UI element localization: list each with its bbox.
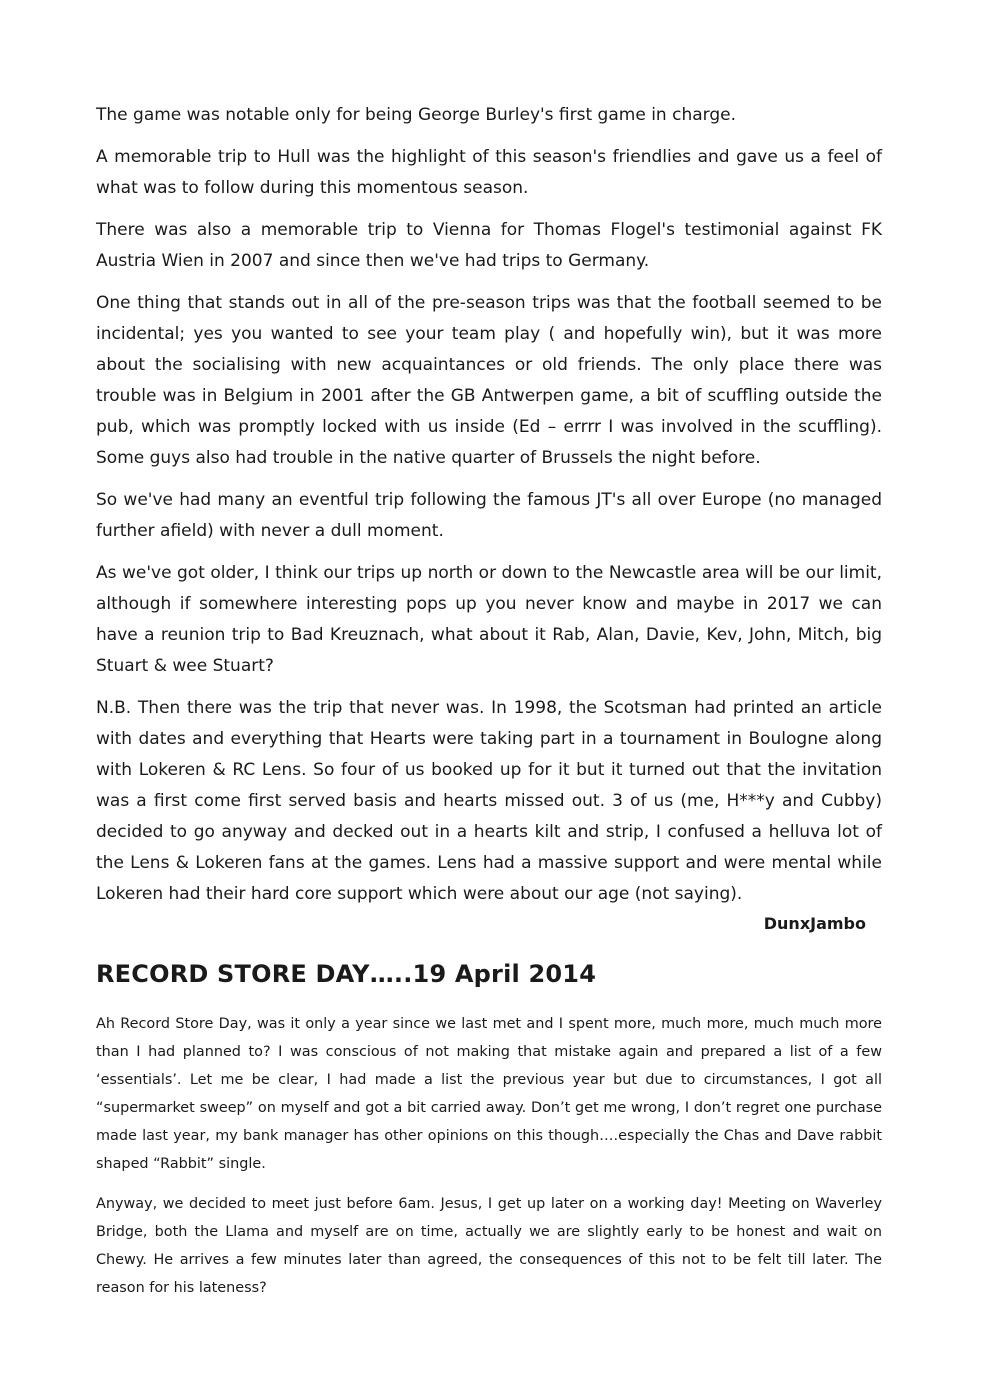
paragraph: So we've had many an eventful trip following the famous JT's all over Europe (no managed further afield) with never a dull moment. [96, 490, 882, 541]
paragraph: One thing that stands out in all of the pre-season trips was that the football seemed to be incidental; yes you wanted to see your team play ( and hopefully win), but it was more about the socialising with new acquaintances or old friends. The only place there was trouble was in Belgium in 2001 after the GB Antwerpen game, a bit of scuffling outside the pub, which was promptly locked with us inside (Ed – errrr I was involved in the scuffling). Some guys also had trouble in the native quarter of Brussels the night before. [96, 293, 882, 468]
paragraph: As we've got older, I think our trips up north or down to the Newcastle area will be our limit, although if somewhere interesting pops up you never know and maybe in 2017 we can have a reunion trip to Bad Kreuznach, what about it Rab, Alan, Davie, Kev, John, Mitch, big Stuart & wee Stuart? [96, 563, 882, 676]
paragraph: There was also a memorable trip to Vienna for Thomas Flogel's testimonial against FK Austria Wien in 2007 and since then we've had trips to Germany. [96, 220, 882, 271]
author-signature: DunxJambo [763, 914, 866, 933]
paragraph: The game was notable only for being George Burley's first game in charge. [96, 105, 736, 125]
document-page [96, 100, 882, 1314]
article-title: RECORD STORE DAY…..19 April 2014 [96, 960, 597, 988]
paragraph: Ah Record Store Day, was it only a year since we last met and I spent more, much more, much much more than I had planned to? I was conscious of not making that mistake again and prepared a list of a few ‘essentials’. Let me be clear, I had made a list the previous year but due to circumstances, I got all “supermarket sweep” on myself and got a bit carried away. Don’t get me wrong, I don’t regret one purchase made last year, my bank manager has other opinions on this though….especially the Chas and Dave rabbit shaped “Rabbit” single. [96, 1016, 882, 1172]
paragraph: N.B. Then there was the trip that never was. In 1998, the Scotsman had printed an article with dates and everything that Hearts were taking part in a tournament in Boulogne along with Lokeren & RC Lens. So four of us booked up for it but it turned out that the invitation was a first come first served basis and hearts missed out. 3 of us (me, H***y and Cubby) decided to go anyway and decked out in a hearts kilt and strip, I confused a helluva lot of the Lens & Lokeren fans at the games. Lens had a massive support and were mental while Lokeren had their hard core support which were about our age (not saying). [96, 698, 882, 904]
article-record-store-day [96, 958, 882, 1302]
paragraph: A memorable trip to Hull was the highlight of this season's friendlies and gave us a feel of what was to follow during this momentous season. [96, 147, 882, 198]
paragraph: Anyway, we decided to meet just before 6am. Jesus, I get up later on a working day! Meeting on Waverley Bridge, both the Llama and myself are on time, actually we are slightly early to be honest and wait on Chewy. He arrives a few minutes later than agreed, the consequences of this not to be felt till later. The reason for his lateness? [96, 1196, 882, 1296]
article-pre-season-trips [96, 100, 882, 936]
